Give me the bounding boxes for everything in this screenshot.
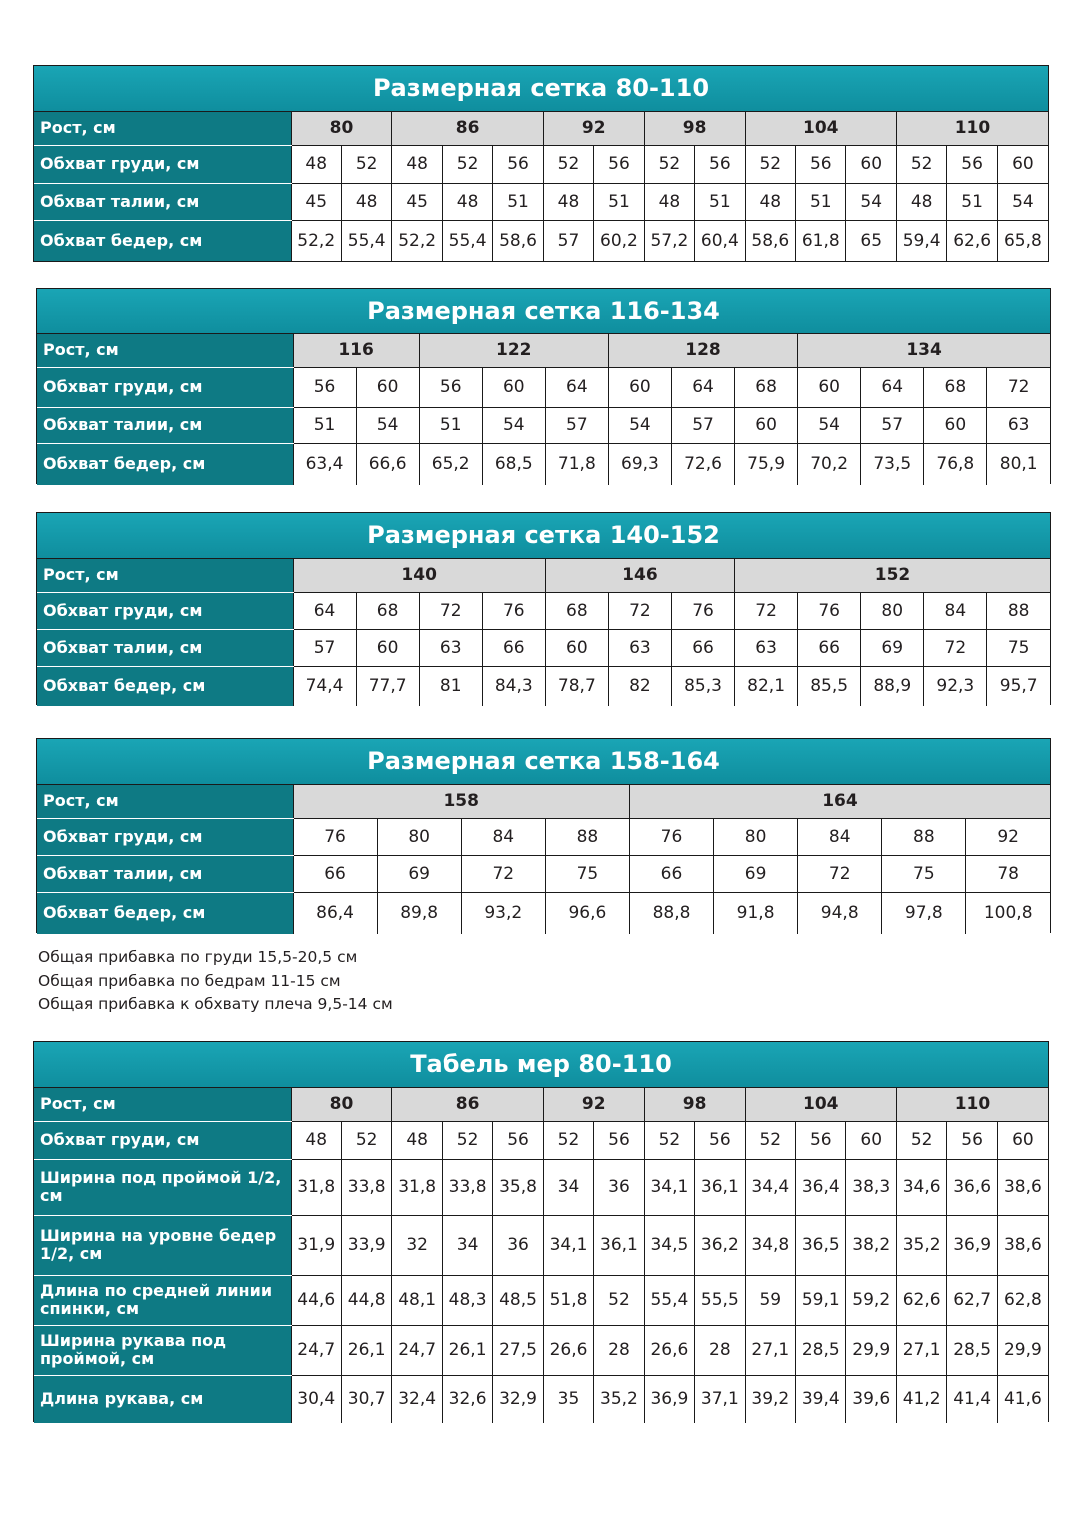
cell: 27,1 <box>745 1325 795 1375</box>
cell: 66 <box>482 629 545 666</box>
cell: 32,9 <box>493 1375 543 1423</box>
size-grid-158-164 <box>36 738 1051 933</box>
cell: 37,1 <box>695 1375 745 1423</box>
cell: 68 <box>924 367 987 407</box>
cell: 66 <box>629 855 713 892</box>
cell: 66 <box>293 855 377 892</box>
cell: 62,6 <box>896 1275 946 1325</box>
height-group: 110 <box>896 1087 1048 1121</box>
cell: 88 <box>882 818 966 855</box>
cell: 60 <box>997 1121 1048 1159</box>
row-label-height: Рост, см <box>37 558 293 592</box>
cell: 54 <box>997 184 1048 221</box>
cell: 26,1 <box>341 1325 391 1375</box>
cell: 92 <box>966 818 1050 855</box>
row-label: Ширина под проймой 1/2, см <box>34 1159 291 1215</box>
cell: 24,7 <box>291 1325 341 1375</box>
cell: 32 <box>392 1215 442 1275</box>
cell: 54 <box>608 407 671 443</box>
note-line: Общая прибавка по бедрам 11-15 см <box>38 971 341 990</box>
cell: 64 <box>671 367 734 407</box>
cell: 32,6 <box>442 1375 492 1423</box>
cell: 80 <box>377 818 461 855</box>
cell: 75 <box>545 855 629 892</box>
cell: 72 <box>798 855 882 892</box>
cell: 85,5 <box>798 666 861 706</box>
cell: 80,1 <box>987 443 1050 485</box>
cell: 86,4 <box>293 892 377 934</box>
height-group: 86 <box>392 1087 543 1121</box>
cell: 84,3 <box>482 666 545 706</box>
cell: 69 <box>377 855 461 892</box>
cell: 55,5 <box>695 1275 745 1325</box>
cell: 75 <box>882 855 966 892</box>
row-label: Ширина рукава под проймой, см <box>34 1325 291 1375</box>
cell: 33,9 <box>341 1215 391 1275</box>
cell: 33,8 <box>442 1159 492 1215</box>
cell: 36,9 <box>947 1215 997 1275</box>
note-line: Общая прибавка по груди 15,5-20,5 см <box>38 948 358 966</box>
table-title: Табель мер 80-110 <box>34 1042 1048 1087</box>
cell: 39,6 <box>846 1375 896 1423</box>
table-title: Размерная сетка 80-110 <box>34 66 1048 111</box>
cell: 56 <box>293 367 356 407</box>
cell: 48 <box>392 145 442 183</box>
cell: 35,2 <box>896 1215 946 1275</box>
cell: 28 <box>695 1325 745 1375</box>
cell: 69 <box>714 855 798 892</box>
cell: 59,1 <box>796 1275 846 1325</box>
row-label: Обхват груди, см <box>34 1121 291 1159</box>
cell: 56 <box>695 1121 745 1159</box>
cell: 66 <box>671 629 734 666</box>
cell: 34 <box>543 1159 593 1215</box>
cell: 72 <box>735 592 798 629</box>
height-group: 146 <box>545 558 734 592</box>
row-label: Обхват бедер, см <box>37 892 293 934</box>
row-label: Обхват талии, см <box>37 629 293 666</box>
cell: 28 <box>594 1325 644 1375</box>
cell: 34,1 <box>644 1159 694 1215</box>
cell: 51 <box>695 184 745 221</box>
cell: 91,8 <box>714 892 798 934</box>
cell: 55,4 <box>644 1275 694 1325</box>
cell: 57 <box>293 629 356 666</box>
cell: 60,2 <box>594 221 644 261</box>
cell: 52 <box>745 1121 795 1159</box>
cell: 26,6 <box>543 1325 593 1375</box>
cell: 52 <box>594 1275 644 1325</box>
cell: 75 <box>987 629 1050 666</box>
cell: 54 <box>482 407 545 443</box>
cell: 74,4 <box>293 666 356 706</box>
table-title: Размерная сетка 140-152 <box>37 513 1050 558</box>
cell: 69 <box>861 629 924 666</box>
cell: 34,6 <box>896 1159 946 1215</box>
cell: 34 <box>442 1215 492 1275</box>
cell: 77,7 <box>356 666 419 706</box>
cell: 48 <box>543 184 593 221</box>
size-grid-80-110 <box>33 65 1049 262</box>
cell: 76,8 <box>924 443 987 485</box>
height-group: 92 <box>543 111 644 145</box>
cell: 68 <box>545 592 608 629</box>
cell: 51 <box>419 407 482 443</box>
row-label: Обхват груди, см <box>37 818 293 855</box>
cell: 60 <box>356 367 419 407</box>
cell: 48 <box>291 1121 341 1159</box>
cell: 95,7 <box>987 666 1050 706</box>
cell: 59,4 <box>896 221 946 261</box>
cell: 57,2 <box>644 221 694 261</box>
cell: 63 <box>608 629 671 666</box>
cell: 44,6 <box>291 1275 341 1325</box>
cell: 48 <box>341 184 391 221</box>
cell: 48 <box>442 184 492 221</box>
cell: 29,9 <box>846 1325 896 1375</box>
cell: 62,7 <box>947 1275 997 1325</box>
cell: 52 <box>896 145 946 183</box>
cell: 71,8 <box>545 443 608 485</box>
cell: 56 <box>594 1121 644 1159</box>
cell: 48,5 <box>493 1275 543 1325</box>
cell: 36,5 <box>796 1215 846 1275</box>
cell: 68 <box>356 592 419 629</box>
cell: 48 <box>291 145 341 183</box>
height-group: 80 <box>291 111 392 145</box>
height-group: 140 <box>293 558 545 592</box>
cell: 29,9 <box>997 1325 1048 1375</box>
cell: 41,2 <box>896 1375 946 1423</box>
cell: 100,8 <box>966 892 1050 934</box>
height-group: 134 <box>798 333 1050 367</box>
cell: 63,4 <box>293 443 356 485</box>
cell: 27,1 <box>896 1325 946 1375</box>
table-title: Размерная сетка 116-134 <box>37 289 1050 333</box>
cell: 38,2 <box>846 1215 896 1275</box>
height-group: 128 <box>608 333 797 367</box>
cell: 51 <box>293 407 356 443</box>
cell: 52,2 <box>291 221 341 261</box>
cell: 72 <box>924 629 987 666</box>
cell: 72 <box>608 592 671 629</box>
cell: 66 <box>798 629 861 666</box>
cell: 88,8 <box>629 892 713 934</box>
row-label: Ширина на уровне бедер 1/2, см <box>34 1215 291 1275</box>
cell: 60 <box>735 407 798 443</box>
cell: 68,5 <box>482 443 545 485</box>
cell: 54 <box>798 407 861 443</box>
cell: 76 <box>671 592 734 629</box>
cell: 35,8 <box>493 1159 543 1215</box>
cell: 70,2 <box>798 443 861 485</box>
cell: 36,9 <box>644 1375 694 1423</box>
cell: 84 <box>798 818 882 855</box>
cell: 48,3 <box>442 1275 492 1325</box>
cell: 30,7 <box>341 1375 391 1423</box>
cell: 60 <box>356 629 419 666</box>
cell: 51 <box>947 184 997 221</box>
cell: 72 <box>987 367 1050 407</box>
cell: 56 <box>695 145 745 183</box>
cell: 24,7 <box>392 1325 442 1375</box>
cell: 55,4 <box>341 221 391 261</box>
cell: 33,8 <box>341 1159 391 1215</box>
cell: 65,2 <box>419 443 482 485</box>
row-label-height: Рост, см <box>37 333 293 367</box>
cell: 52 <box>442 145 492 183</box>
row-label: Обхват бедер, см <box>37 443 293 485</box>
height-group: 116 <box>293 333 419 367</box>
cell: 39,2 <box>745 1375 795 1423</box>
cell: 78 <box>966 855 1050 892</box>
cell: 54 <box>846 184 896 221</box>
cell: 34,1 <box>543 1215 593 1275</box>
note-line: Общая прибавка к обхвату плеча 9,5-14 см <box>38 995 393 1013</box>
row-label: Обхват бедер, см <box>34 221 291 261</box>
cell: 34,5 <box>644 1215 694 1275</box>
cell: 82,1 <box>735 666 798 706</box>
cell: 89,8 <box>377 892 461 934</box>
cell: 48 <box>644 184 694 221</box>
cell: 41,6 <box>997 1375 1048 1423</box>
cell: 88 <box>987 592 1050 629</box>
cell: 60 <box>924 407 987 443</box>
cell: 78,7 <box>545 666 608 706</box>
cell: 56 <box>419 367 482 407</box>
cell: 64 <box>545 367 608 407</box>
cell: 88 <box>545 818 629 855</box>
cell: 48 <box>392 1121 442 1159</box>
cell: 26,6 <box>644 1325 694 1375</box>
cell: 85,3 <box>671 666 734 706</box>
cell: 58,6 <box>745 221 795 261</box>
row-label: Обхват бедер, см <box>37 666 293 706</box>
row-label: Обхват груди, см <box>34 145 291 183</box>
cell: 36,1 <box>594 1215 644 1275</box>
cell: 56 <box>493 145 543 183</box>
cell: 51 <box>493 184 543 221</box>
cell: 52 <box>543 1121 593 1159</box>
cell: 44,8 <box>341 1275 391 1325</box>
cell: 57 <box>671 407 734 443</box>
row-label: Обхват груди, см <box>37 367 293 407</box>
cell: 48,1 <box>392 1275 442 1325</box>
cell: 60 <box>798 367 861 407</box>
cell: 96,6 <box>545 892 629 934</box>
height-group: 152 <box>735 558 1050 592</box>
cell: 31,9 <box>291 1215 341 1275</box>
cell: 94,8 <box>798 892 882 934</box>
cell: 35,2 <box>594 1375 644 1423</box>
cell: 72 <box>419 592 482 629</box>
cell: 36,2 <box>695 1215 745 1275</box>
cell: 76 <box>629 818 713 855</box>
cell: 76 <box>798 592 861 629</box>
cell: 52 <box>896 1121 946 1159</box>
cell: 88,9 <box>861 666 924 706</box>
table-title: Размерная сетка 158-164 <box>37 739 1050 784</box>
height-group: 104 <box>745 1087 896 1121</box>
cell: 84 <box>924 592 987 629</box>
cell: 59,2 <box>846 1275 896 1325</box>
height-group: 110 <box>896 111 1048 145</box>
row-label: Обхват талии, см <box>34 184 291 221</box>
height-group: 98 <box>644 111 745 145</box>
cell: 52 <box>644 145 694 183</box>
notes <box>38 946 393 1017</box>
cell: 52 <box>341 145 391 183</box>
cell: 58,6 <box>493 221 543 261</box>
cell: 61,8 <box>796 221 846 261</box>
cell: 60 <box>545 629 608 666</box>
cell: 36 <box>493 1215 543 1275</box>
cell: 48 <box>745 184 795 221</box>
cell: 92,3 <box>924 666 987 706</box>
cell: 65,8 <box>997 221 1048 261</box>
cell: 51 <box>594 184 644 221</box>
cell: 56 <box>796 145 846 183</box>
row-label: Длина рукава, см <box>34 1375 291 1423</box>
cell: 60 <box>997 145 1048 183</box>
cell: 34,4 <box>745 1159 795 1215</box>
height-group: 122 <box>419 333 608 367</box>
cell: 26,1 <box>442 1325 492 1375</box>
cell: 75,9 <box>735 443 798 485</box>
cell: 36,6 <box>947 1159 997 1215</box>
height-group: 80 <box>291 1087 392 1121</box>
cell: 30,4 <box>291 1375 341 1423</box>
cell: 52 <box>644 1121 694 1159</box>
cell: 45 <box>392 184 442 221</box>
cell: 31,8 <box>392 1159 442 1215</box>
cell: 76 <box>293 818 377 855</box>
cell: 36,4 <box>796 1159 846 1215</box>
cell: 51,8 <box>543 1275 593 1325</box>
cell: 60 <box>482 367 545 407</box>
height-group: 158 <box>293 784 629 818</box>
cell: 60 <box>846 1121 896 1159</box>
cell: 65 <box>846 221 896 261</box>
cell: 52 <box>442 1121 492 1159</box>
cell: 41,4 <box>947 1375 997 1423</box>
cell: 56 <box>947 1121 997 1159</box>
cell: 52 <box>543 145 593 183</box>
cell: 48 <box>896 184 946 221</box>
row-label: Обхват груди, см <box>37 592 293 629</box>
measurement-table-80-110 <box>33 1041 1049 1422</box>
size-grid-140-152 <box>36 512 1051 705</box>
cell: 59 <box>745 1275 795 1325</box>
cell: 84 <box>461 818 545 855</box>
cell: 27,5 <box>493 1325 543 1375</box>
cell: 62,6 <box>947 221 997 261</box>
cell: 45 <box>291 184 341 221</box>
cell: 64 <box>861 367 924 407</box>
cell: 66,6 <box>356 443 419 485</box>
cell: 31,8 <box>291 1159 341 1215</box>
cell: 63 <box>987 407 1050 443</box>
height-group: 86 <box>392 111 543 145</box>
cell: 81 <box>419 666 482 706</box>
height-group: 104 <box>745 111 896 145</box>
cell: 73,5 <box>861 443 924 485</box>
cell: 52 <box>341 1121 391 1159</box>
cell: 80 <box>861 592 924 629</box>
cell: 57 <box>861 407 924 443</box>
cell: 82 <box>608 666 671 706</box>
size-grid-116-134 <box>36 288 1051 484</box>
cell: 36 <box>594 1159 644 1215</box>
cell: 35 <box>543 1375 593 1423</box>
height-group: 92 <box>543 1087 644 1121</box>
row-label-height: Рост, см <box>34 111 291 145</box>
cell: 54 <box>356 407 419 443</box>
cell: 63 <box>419 629 482 666</box>
cell: 69,3 <box>608 443 671 485</box>
cell: 52 <box>745 145 795 183</box>
cell: 60 <box>846 145 896 183</box>
cell: 38,3 <box>846 1159 896 1215</box>
cell: 55,4 <box>442 221 492 261</box>
cell: 38,6 <box>997 1215 1048 1275</box>
row-label-height: Рост, см <box>37 784 293 818</box>
height-group: 164 <box>629 784 1050 818</box>
cell: 56 <box>796 1121 846 1159</box>
cell: 72 <box>461 855 545 892</box>
cell: 56 <box>594 145 644 183</box>
cell: 56 <box>493 1121 543 1159</box>
cell: 80 <box>714 818 798 855</box>
cell: 62,8 <box>997 1275 1048 1325</box>
cell: 57 <box>543 221 593 261</box>
cell: 60,4 <box>695 221 745 261</box>
cell: 34,8 <box>745 1215 795 1275</box>
row-label-height: Рост, см <box>34 1087 291 1121</box>
cell: 51 <box>796 184 846 221</box>
row-label: Длина по средней линии спинки, см <box>34 1275 291 1325</box>
cell: 39,4 <box>796 1375 846 1423</box>
cell: 52,2 <box>392 221 442 261</box>
cell: 76 <box>482 592 545 629</box>
cell: 56 <box>947 145 997 183</box>
cell: 97,8 <box>882 892 966 934</box>
cell: 28,5 <box>947 1325 997 1375</box>
cell: 68 <box>735 367 798 407</box>
cell: 93,2 <box>461 892 545 934</box>
cell: 72,6 <box>671 443 734 485</box>
height-group: 98 <box>644 1087 745 1121</box>
cell: 28,5 <box>796 1325 846 1375</box>
cell: 32,4 <box>392 1375 442 1423</box>
cell: 36,1 <box>695 1159 745 1215</box>
cell: 57 <box>545 407 608 443</box>
row-label: Обхват талии, см <box>37 855 293 892</box>
cell: 63 <box>735 629 798 666</box>
cell: 64 <box>293 592 356 629</box>
cell: 60 <box>608 367 671 407</box>
row-label: Обхват талии, см <box>37 407 293 443</box>
cell: 38,6 <box>997 1159 1048 1215</box>
